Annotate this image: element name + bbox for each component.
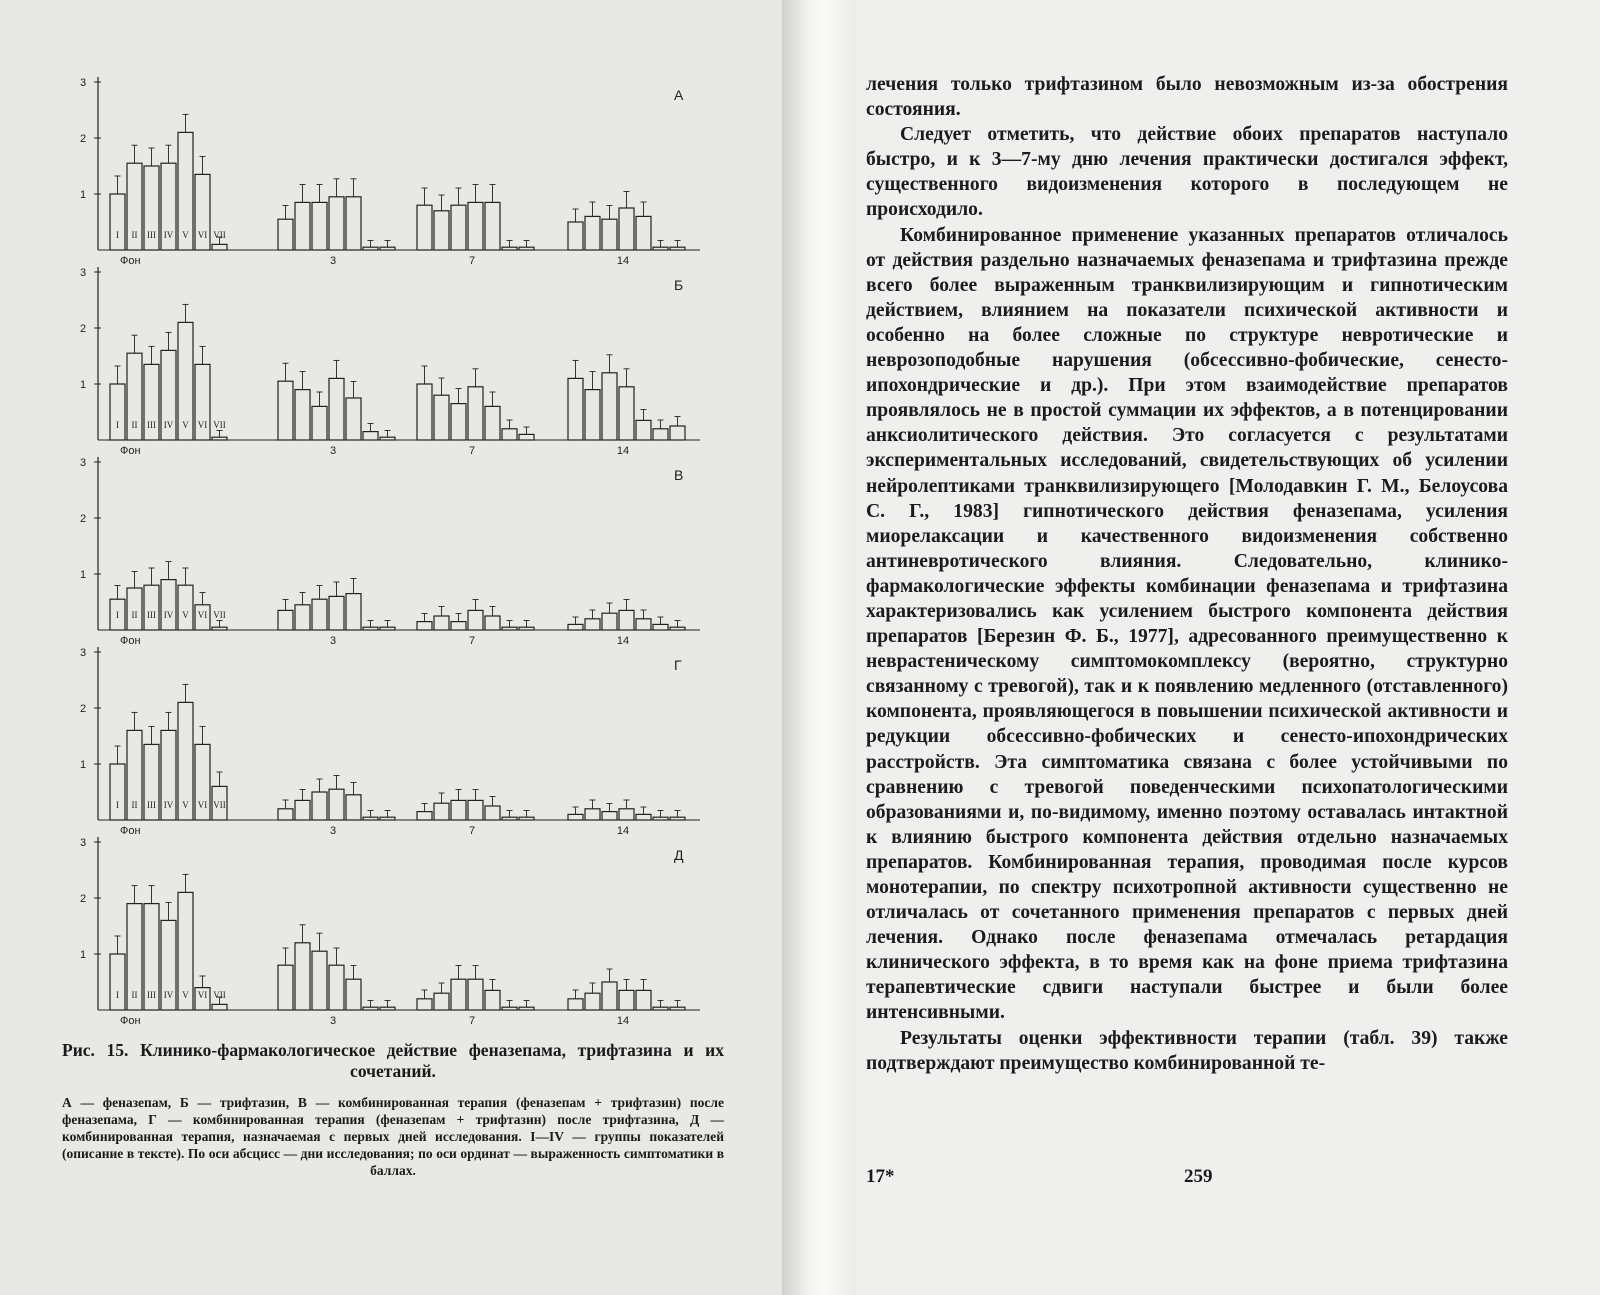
bar bbox=[485, 990, 500, 1010]
bar bbox=[278, 610, 293, 630]
x-tick-label: 7 bbox=[468, 445, 476, 457]
bar bbox=[468, 610, 483, 630]
bar bbox=[110, 384, 125, 440]
group-label: IV bbox=[163, 990, 174, 1000]
group-label: V bbox=[182, 420, 189, 430]
bar bbox=[380, 1007, 395, 1010]
bar bbox=[295, 202, 310, 250]
group-label: II bbox=[131, 990, 138, 1000]
x-tick-label: 7 bbox=[468, 825, 476, 837]
group-label: I bbox=[116, 420, 119, 430]
x-tick-label: Фон bbox=[120, 635, 141, 647]
group-label: VI bbox=[197, 610, 208, 620]
bar bbox=[295, 800, 310, 820]
group-label: III bbox=[147, 610, 156, 620]
bar bbox=[295, 605, 310, 630]
bar bbox=[110, 764, 125, 820]
group-label: V bbox=[182, 800, 189, 810]
bar bbox=[653, 1007, 668, 1010]
paragraph-2: Следует отметить, что действие обоих препаратов наступало быстро, и к 3—7-му дню лечения практически достигался эффект, существенного видоизменения которого в последующем не происходило. bbox=[866, 124, 1508, 221]
bar bbox=[451, 979, 466, 1010]
group-label: VI bbox=[197, 800, 208, 810]
bar bbox=[144, 585, 159, 630]
x-tick-label: 14 bbox=[616, 635, 630, 647]
bar bbox=[295, 943, 310, 1010]
x-tick-label: 14 bbox=[616, 255, 630, 267]
bar bbox=[568, 814, 583, 820]
x-tick-label: 3 bbox=[329, 1015, 337, 1027]
bar bbox=[519, 627, 534, 630]
y-tick-label: 1 bbox=[80, 189, 87, 201]
signature-mark: 17* bbox=[866, 1166, 895, 1187]
bar bbox=[329, 197, 344, 250]
bar bbox=[212, 627, 227, 630]
group-label: IV bbox=[163, 800, 174, 810]
bar bbox=[568, 378, 583, 440]
group-label: I bbox=[116, 610, 119, 620]
group-label: IV bbox=[163, 420, 174, 430]
bar bbox=[653, 624, 668, 630]
bar bbox=[670, 817, 685, 820]
bar bbox=[468, 387, 483, 440]
x-tick-label: Фон bbox=[120, 1015, 141, 1027]
bar bbox=[653, 429, 668, 440]
bar bbox=[178, 585, 193, 630]
bar bbox=[363, 817, 378, 820]
bar bbox=[380, 817, 395, 820]
group-label: I bbox=[116, 800, 119, 810]
x-tick-label: 7 bbox=[468, 255, 476, 267]
page-number: 259 bbox=[1184, 1166, 1213, 1187]
bar bbox=[110, 194, 125, 250]
bar bbox=[619, 610, 634, 630]
bar bbox=[451, 800, 466, 820]
bar bbox=[653, 247, 668, 250]
x-tick-label: Фон bbox=[120, 255, 141, 267]
bar bbox=[417, 622, 432, 630]
bar bbox=[380, 247, 395, 250]
figure-legend: А — феназепам, Б — трифтазин, В — комбинированная терапия (феназепам + трифтазин) после феназепама, Г — комбинированная терапия (феназепам + трифтазин) после трифтазина, Д — комбинированная терапия, назначаемая с первых дней исследования. I—IV — группы показателей (описание в тексте). По оси абсцисс — дни исследования; по оси ординат — выраженность симптоматики в баллах. bbox=[62, 1095, 724, 1178]
bar bbox=[502, 429, 517, 440]
x-tick-label: 7 bbox=[468, 635, 476, 647]
bar bbox=[278, 219, 293, 250]
bar bbox=[468, 979, 483, 1010]
bar bbox=[346, 398, 361, 440]
bar bbox=[670, 426, 685, 440]
bar bbox=[380, 627, 395, 630]
bar bbox=[295, 390, 310, 440]
x-tick-label: 14 bbox=[616, 445, 630, 457]
bar bbox=[212, 437, 227, 440]
bar bbox=[602, 219, 617, 250]
group-label: V bbox=[182, 610, 189, 620]
group-label: III bbox=[147, 800, 156, 810]
bar bbox=[585, 809, 600, 820]
bar bbox=[329, 596, 344, 630]
group-label: I bbox=[116, 230, 119, 240]
bar bbox=[417, 999, 432, 1010]
x-tick-label: 14 bbox=[616, 1015, 630, 1027]
bar bbox=[502, 627, 517, 630]
group-label: I bbox=[116, 990, 119, 1000]
panel-letter: Г bbox=[674, 657, 682, 673]
bar bbox=[278, 381, 293, 440]
bar bbox=[434, 616, 449, 630]
bar bbox=[212, 1004, 227, 1010]
x-tick-label: 3 bbox=[329, 255, 337, 267]
y-tick-label: 3 bbox=[80, 267, 87, 279]
y-tick-label: 3 bbox=[80, 647, 87, 659]
bar bbox=[312, 406, 327, 440]
bar bbox=[161, 580, 176, 630]
y-tick-label: 2 bbox=[80, 513, 87, 525]
y-tick-label: 1 bbox=[80, 759, 87, 771]
group-label: IV bbox=[163, 230, 174, 240]
bar bbox=[636, 990, 651, 1010]
paragraph-4: Результаты оценки эффективности терапии (табл. 39) также подтверждают преимущество комбинированной те- bbox=[866, 1027, 1508, 1074]
group-label: II bbox=[131, 420, 138, 430]
bar bbox=[485, 202, 500, 250]
figure-15-charts bbox=[60, 60, 710, 1045]
bar bbox=[602, 812, 617, 820]
bar bbox=[434, 993, 449, 1010]
bar bbox=[502, 247, 517, 250]
x-tick-label: 3 bbox=[329, 825, 337, 837]
y-tick-label: 2 bbox=[80, 703, 87, 715]
bar bbox=[519, 247, 534, 250]
bar bbox=[312, 792, 327, 820]
bar bbox=[636, 420, 651, 440]
x-tick-label: Фон bbox=[120, 825, 141, 837]
bar bbox=[619, 990, 634, 1010]
figure-number: Рис. 15. bbox=[62, 1040, 129, 1060]
bar bbox=[451, 404, 466, 440]
x-tick-label: Фон bbox=[120, 445, 141, 457]
y-tick-label: 2 bbox=[80, 133, 87, 145]
group-label: V bbox=[182, 990, 189, 1000]
bar bbox=[485, 406, 500, 440]
figure-15 bbox=[60, 60, 710, 1045]
bar bbox=[417, 205, 432, 250]
bar bbox=[485, 806, 500, 820]
group-label: VII bbox=[213, 990, 226, 1000]
bar bbox=[502, 817, 517, 820]
bar bbox=[278, 965, 293, 1010]
group-label: VI bbox=[197, 230, 208, 240]
bar bbox=[602, 613, 617, 630]
y-tick-label: 3 bbox=[80, 77, 87, 89]
figure-title: Клинико-фармакологическое действие феназепама, трифтазина и их сочетаний. bbox=[140, 1040, 725, 1081]
y-tick-label: 1 bbox=[80, 949, 87, 961]
group-label: II bbox=[131, 800, 138, 810]
group-label: IV bbox=[163, 610, 174, 620]
bar bbox=[519, 817, 534, 820]
bar bbox=[636, 216, 651, 250]
y-tick-label: 2 bbox=[80, 323, 87, 335]
bar bbox=[127, 588, 142, 630]
panel-letter: А bbox=[674, 87, 684, 103]
panel-letter: В bbox=[674, 467, 684, 483]
group-label: III bbox=[147, 990, 156, 1000]
group-label: VI bbox=[197, 990, 208, 1000]
bar bbox=[329, 789, 344, 820]
y-tick-label: 1 bbox=[80, 379, 87, 391]
bar bbox=[636, 619, 651, 630]
x-tick-label: 14 bbox=[616, 825, 630, 837]
bar bbox=[585, 619, 600, 630]
bar bbox=[670, 247, 685, 250]
bar bbox=[312, 951, 327, 1010]
group-label: III bbox=[147, 420, 156, 430]
group-label: VII bbox=[213, 610, 226, 620]
x-tick-label: 7 bbox=[468, 1015, 476, 1027]
y-tick-label: 2 bbox=[80, 893, 87, 905]
bar bbox=[417, 384, 432, 440]
bar bbox=[346, 197, 361, 250]
book-gutter bbox=[782, 0, 856, 1295]
y-tick-label: 3 bbox=[80, 457, 87, 469]
y-tick-label: 1 bbox=[80, 569, 87, 581]
bar bbox=[619, 208, 634, 250]
x-tick-label: 3 bbox=[329, 445, 337, 457]
bar bbox=[585, 390, 600, 440]
bar bbox=[312, 599, 327, 630]
bar bbox=[602, 373, 617, 440]
bar bbox=[346, 979, 361, 1010]
body-text bbox=[866, 72, 1508, 1076]
bar bbox=[434, 803, 449, 820]
bar bbox=[417, 812, 432, 820]
bar bbox=[568, 222, 583, 250]
group-label: VII bbox=[213, 230, 226, 240]
group-label: VII bbox=[213, 800, 226, 810]
bar bbox=[110, 954, 125, 1010]
x-tick-label: 3 bbox=[329, 635, 337, 647]
group-label: II bbox=[131, 230, 138, 240]
bar bbox=[363, 247, 378, 250]
group-label: VI bbox=[197, 420, 208, 430]
bar bbox=[585, 216, 600, 250]
bar bbox=[434, 395, 449, 440]
group-label: II bbox=[131, 610, 138, 620]
bar bbox=[653, 817, 668, 820]
bar bbox=[329, 378, 344, 440]
y-tick-label: 3 bbox=[80, 837, 87, 849]
bar bbox=[636, 814, 651, 820]
bar bbox=[468, 800, 483, 820]
bar bbox=[468, 202, 483, 250]
bar bbox=[585, 993, 600, 1010]
group-label: V bbox=[182, 230, 189, 240]
bar bbox=[278, 809, 293, 820]
bar bbox=[363, 432, 378, 440]
bar bbox=[434, 211, 449, 250]
bar bbox=[568, 999, 583, 1010]
bar bbox=[363, 627, 378, 630]
bar bbox=[312, 202, 327, 250]
paragraph-3: Комбинированное применение указанных препаратов отличалось от действия раздельно назначаемых феназепама и трифтазина прежде всего более выраженным транквилизирующим и гипнотическим действием, влиянием на показатели психической активности и особенно на более сложные по структуре невротические и неврозоподобные нарушения (обсессивно-фобические, сенесто-ипохондрические и др.). При этом взаимодействие препаратов проявлялось не в простой суммации их эффектов, а в потенцировании анксиолитического действия. Это согласуется с результатами экспериментальных исследований, свидетельствующих об усилении нейролептиками транквилизирующего [Молодавкин Г. М., Белоусова С. Г., 1983] гипнотического действия феназепама, усиления миорелаксации и качественного видоизменения собственно антиневротического влияния. Следовательно, клинико-фармакологические эффекты комбинации феназепама и трифтазина характеризовались как усилением быстрого компонента действия препаратов [Березин Ф. Б., 1977], адресованного преимущественно к неврастеническому симптомокомплексу (вероятно, структурно связанному с тревогой), так и к появлению медленного (отставленного) компонента, проявляющегося в повышении психической активности и редукции обсессивно-фобических и сенесто-ипохондрических расстройств. Эта симптоматика связана с более устойчивыми по сравнению с тревогой поведенческими психопатологическими образованиями и, по-видимому, именно поэтому оставалась интактной к влиянию быстрого компонента действия отдельно назначаемых препаратов. Комбинированная терапия, проводимая после курсов монотерапии, по спектру психотропной активности существенно не отличалась от сочетанного применения препаратов с первых дней лечения. Однако после феназепама отмечалась ретардация клинического эффекта, в то время как на фоне приема трифтазина терапевтические сдвиги наступали быстрее и были более интенсивными. bbox=[866, 224, 1508, 1024]
bar bbox=[568, 624, 583, 630]
bar bbox=[329, 965, 344, 1010]
group-label: III bbox=[147, 230, 156, 240]
bar bbox=[346, 594, 361, 630]
bar bbox=[502, 1007, 517, 1010]
bar bbox=[346, 795, 361, 820]
figure-caption-title bbox=[62, 1040, 724, 1082]
bar bbox=[619, 387, 634, 440]
bar bbox=[670, 627, 685, 630]
group-label: VII bbox=[213, 420, 226, 430]
figure-caption bbox=[62, 1040, 724, 1179]
bar bbox=[670, 1007, 685, 1010]
bar bbox=[485, 616, 500, 630]
bar bbox=[519, 1007, 534, 1010]
bar bbox=[380, 437, 395, 440]
bar bbox=[451, 205, 466, 250]
panel-letter: Д bbox=[674, 847, 684, 863]
panel-letter: Б bbox=[674, 277, 684, 293]
bar bbox=[212, 244, 227, 250]
bar bbox=[602, 982, 617, 1010]
paragraph-1: лечения только трифтазином было невозможным из-за обострения состояния. bbox=[866, 74, 1508, 121]
bar bbox=[451, 622, 466, 630]
bar bbox=[519, 434, 534, 440]
bar bbox=[363, 1007, 378, 1010]
bar bbox=[619, 809, 634, 820]
